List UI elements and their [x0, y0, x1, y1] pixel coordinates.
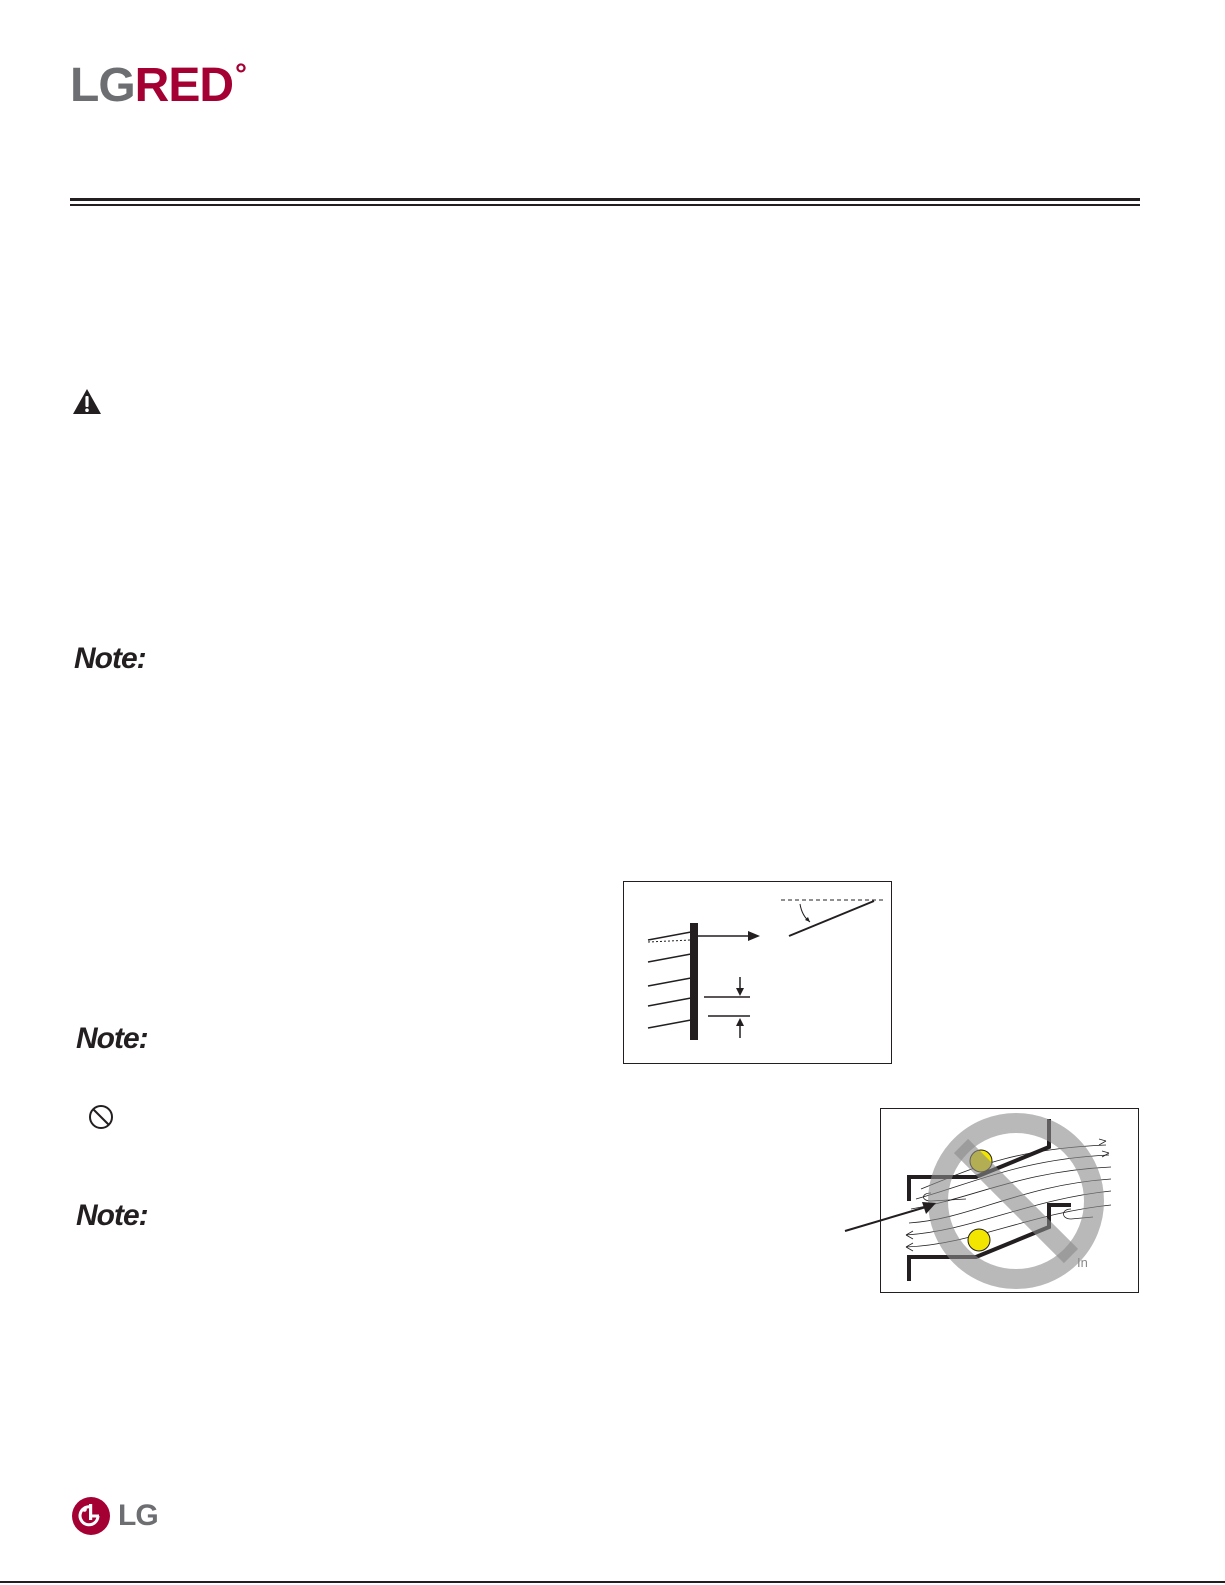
note-label-2: Note: [76, 1022, 148, 1055]
figure-label-fragment: In [1077, 1255, 1088, 1270]
lg-face-logo-icon [71, 1496, 111, 1536]
logo-lg-text: LG [70, 59, 135, 112]
header-rule-bottom [70, 204, 1140, 206]
note-label-1: Note: [74, 642, 146, 675]
footer-lg-text: LG [118, 1499, 158, 1532]
pipe-slope-drawing [624, 882, 891, 1063]
logo-degree-mark: ° [235, 58, 246, 91]
logo-red-text: RED [134, 59, 233, 112]
leader-arrow [840, 1190, 950, 1240]
pipe-slope-diagram [623, 881, 892, 1064]
note-label-3: Note: [76, 1199, 148, 1232]
footer-rule [0, 1581, 1225, 1583]
lgred-logo [70, 58, 246, 112]
warning-triangle-icon [72, 388, 102, 415]
prohibited-circle-icon [88, 1104, 114, 1130]
header-rule-top [70, 198, 1140, 201]
